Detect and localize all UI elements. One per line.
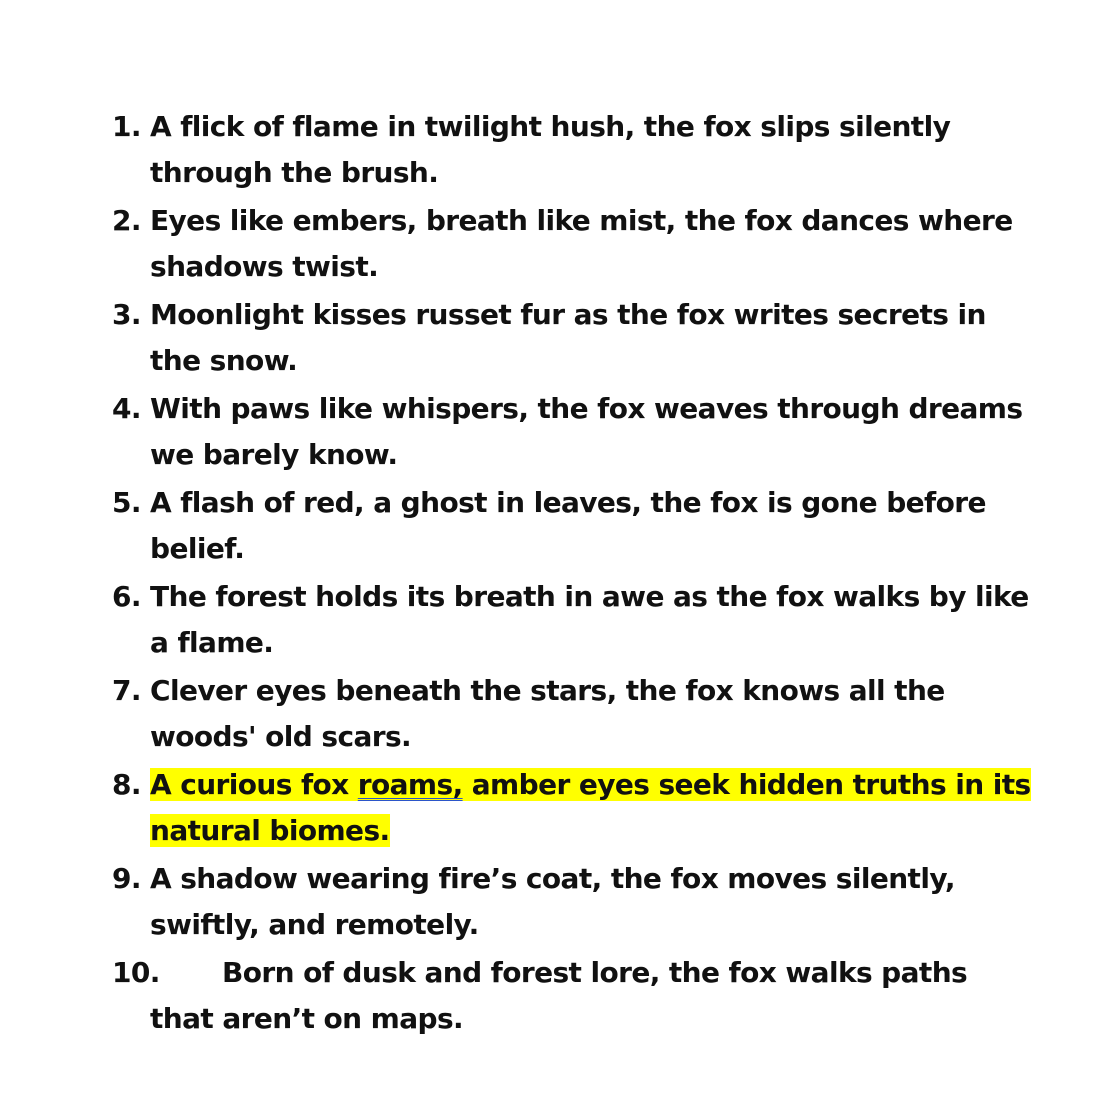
list-item-10[interactable] (112, 950, 1032, 1042)
numbered-list (112, 104, 1032, 1044)
list-number: 10. (112, 956, 160, 989)
list-item-3[interactable] (112, 292, 1032, 384)
list-item-4[interactable] (112, 386, 1032, 478)
list-item-6[interactable] (112, 574, 1032, 666)
list-text[interactable]: A flash of red, a ghost in leaves, the fox is gone before belief. (150, 486, 986, 565)
spelling-underlined-word[interactable]: roams, (357, 768, 463, 801)
list-text[interactable]: The forest holds its breath in awe as the fox walks by like a flame. (150, 580, 1029, 659)
list-number: 1. (112, 110, 141, 143)
list-text[interactable]: With paws like whispers, the fox weaves through dreams we barely know. (150, 392, 1023, 471)
list-number: 2. (112, 204, 141, 237)
highlight-before: A curious fox (150, 768, 358, 801)
list-text[interactable]: Moonlight kisses russet fur as the fox writes secrets in the snow. (150, 298, 986, 377)
list-number: 9. (112, 862, 141, 895)
list-number: 6. (112, 580, 141, 613)
list-item-2[interactable] (112, 198, 1032, 290)
list-item-5[interactable] (112, 480, 1032, 572)
list-number: 3. (112, 298, 141, 331)
list-text[interactable]: Eyes like embers, breath like mist, the fox dances where shadows twist. (150, 204, 1013, 283)
list-item-8-highlighted[interactable] (112, 762, 1032, 854)
list-text[interactable]: A flick of flame in twilight hush, the fox slips silently through the brush. (150, 110, 951, 189)
list-number: 4. (112, 392, 141, 425)
list-number: 7. (112, 674, 141, 707)
list-item-7[interactable] (112, 668, 1032, 760)
list-number: 8. (112, 768, 141, 801)
list-number: 5. (112, 486, 141, 519)
highlight-after: amber eyes seek hidden truths in its natural biomes. (150, 768, 1031, 847)
highlighted-text[interactable] (150, 762, 1032, 854)
list-text[interactable]: A shadow wearing fire’s coat, the fox moves silently, swiftly, and remotely. (150, 862, 955, 941)
list-item-9[interactable] (112, 856, 1032, 948)
list-text[interactable]: Clever eyes beneath the stars, the fox knows all the woods' old scars. (150, 674, 945, 753)
list-text[interactable]: Born of dusk and forest lore, the fox walks paths that aren’t on maps. (150, 956, 968, 1035)
list-item-1[interactable] (112, 104, 1032, 196)
